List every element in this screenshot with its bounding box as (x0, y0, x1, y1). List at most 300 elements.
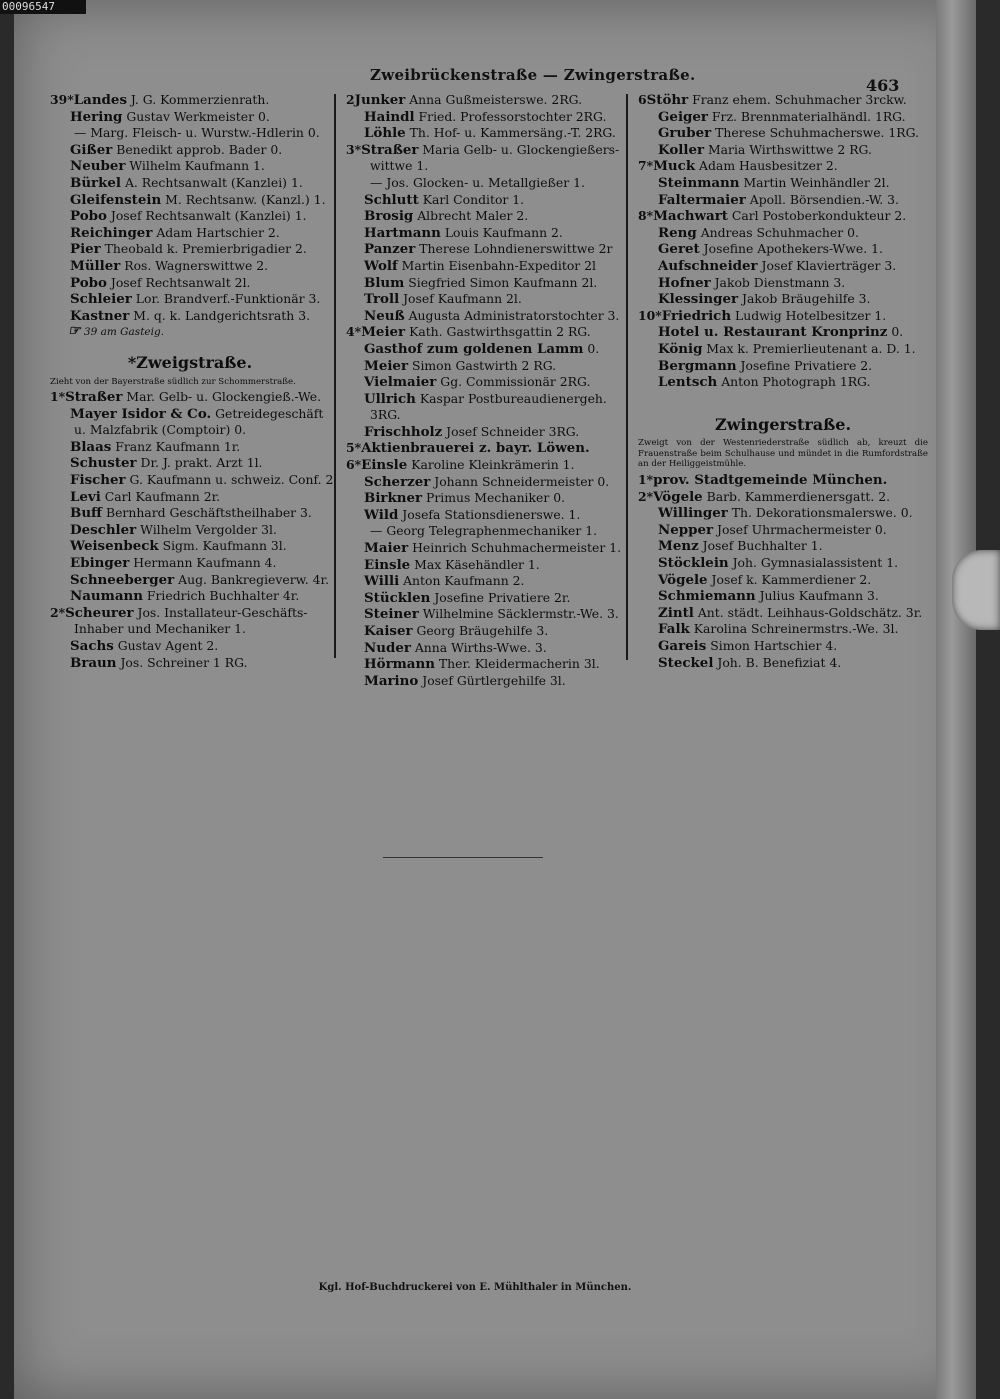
resident-name: Ebinger (70, 555, 130, 572)
house-number: 7* (638, 158, 654, 174)
address-note (50, 324, 330, 341)
resident-details: Julius Kaufmann 3. (755, 588, 879, 604)
directory-entry (638, 341, 928, 358)
resident-name: Schleier (70, 291, 132, 308)
resident-details: Josef Kaufmann 2l. (399, 291, 522, 307)
resident-details: Josef Klavierträger 3. (757, 257, 897, 273)
directory-entry (346, 109, 624, 126)
resident-name: Willinger (658, 505, 728, 522)
resident-details: Joh. Gymnasialassistent 1. (728, 555, 899, 571)
resident-details: — Jos. Glocken- u. Metallgießer 1. (370, 174, 585, 190)
resident-details: Carl Postoberkondukteur 2. (727, 208, 907, 224)
resident-details: Louis Kaufmann 2. (440, 224, 563, 240)
directory-entry (346, 606, 624, 623)
running-header: Zweibrückenstraße — Zwingerstraße. (370, 66, 696, 84)
directory-entry (50, 291, 330, 308)
resident-name: Pobo (70, 274, 107, 291)
directory-entry (50, 158, 330, 175)
section-title-zwingerstrasse: Zwingerstraße. (714, 414, 852, 434)
directory-entry (50, 572, 330, 589)
resident-details: wittwe 1. (370, 158, 429, 174)
directory-entry (638, 125, 928, 142)
directory-entry (638, 358, 928, 375)
resident-name: Kaiser (364, 623, 413, 639)
resident-details: Jos. Installateur-Geschäfts- (133, 604, 308, 620)
resident-name: Wild (364, 506, 399, 523)
resident-details: Josefine Privatiere 2. (736, 357, 873, 373)
binder-clip (952, 550, 1000, 630)
resident-name: Einsle (364, 556, 411, 573)
resident-details: Josef Uhrmachermeister 0. (713, 521, 887, 537)
resident-details: Martin Eisenbahn-Expeditor 2l (397, 257, 597, 273)
directory-entry (346, 590, 624, 607)
directory-entry (50, 455, 330, 472)
resident-details: Inhaber und Mechaniker 1. (74, 621, 246, 637)
entry-list-column-3 (638, 92, 928, 391)
directory-entry (50, 308, 330, 325)
directory-entry (638, 192, 928, 209)
resident-details: Getreidegeschäft (211, 405, 324, 421)
resident-name: Hörmann (364, 656, 435, 673)
resident-name: Nepper (658, 521, 714, 538)
resident-name: Vögele (653, 488, 703, 505)
resident-name: Scherzer (364, 473, 431, 490)
resident-name: Löhle (364, 125, 406, 142)
directory-entry (638, 605, 928, 622)
house-number: 2 (346, 92, 355, 107)
entry-list-column-2 (346, 92, 624, 689)
resident-details: Josefine Apothekers-Wwe. 1. (699, 241, 883, 257)
resident-name: Deschler (70, 521, 137, 538)
directory-entry (638, 621, 928, 638)
directory-entry (638, 258, 928, 275)
directory-entry (638, 208, 928, 225)
resident-name: Geiger (658, 108, 708, 125)
resident-details: Adam Hausbesitzer 2. (695, 158, 838, 174)
directory-entry (50, 472, 334, 489)
resident-details: Johann Schneidermeister 0. (430, 473, 610, 489)
directory-entry (50, 522, 330, 539)
resident-name: Vögele (658, 571, 708, 588)
directory-entry (346, 474, 624, 491)
resident-name: Bergmann (658, 357, 737, 374)
directory-entry (638, 489, 928, 506)
directory-entry (638, 109, 928, 126)
resident-name: Braun (70, 654, 117, 671)
resident-name: Gasthof zum goldenen Lamm (364, 340, 584, 357)
resident-name: Pier (70, 241, 101, 258)
resident-details: Josef k. Kammerdiener 2. (707, 571, 872, 587)
directory-entry (638, 225, 928, 242)
resident-name: Klessinger (658, 291, 739, 308)
section-description-zwingerstrasse: Zweigt von der Westenriederstraße südlich ab, kreuzt die Frauenstraße beim Schulhause und mündet in die Rumfordstraße an der Heiliggeistmühle. (638, 438, 928, 470)
resident-name: prov. Stadtgemeinde München. (653, 472, 888, 489)
resident-name: Steckel (658, 654, 714, 671)
directory-entry (638, 472, 928, 489)
house-number: 3* (346, 141, 362, 157)
resident-name: Junker (354, 92, 406, 108)
directory-entry (50, 125, 330, 142)
resident-name: Aufschneider (658, 257, 758, 274)
directory-entry (346, 440, 624, 457)
resident-details: Sigm. Kaufmann 3l. (158, 538, 287, 554)
resident-name: Stöhr (646, 92, 689, 108)
resident-details: Georg Bräugehilfe 3. (412, 623, 549, 638)
resident-name: Blaas (70, 438, 112, 455)
directory-entry (346, 391, 624, 408)
directory-entry (50, 422, 330, 439)
house-number: 6 (638, 92, 647, 107)
resident-name: Birkner (364, 490, 423, 507)
house-number: 8* (638, 208, 654, 224)
resident-details: Wilhelm Vergolder 3l. (136, 521, 277, 537)
resident-details: Therese Schuhmacherswe. 1RG. (711, 125, 920, 141)
directory-entry (50, 588, 330, 605)
house-number: 2* (50, 604, 66, 620)
directory-entry (346, 258, 624, 275)
resident-name: Neuber (70, 158, 126, 175)
resident-name: Schmiemann (658, 588, 756, 605)
resident-name: Vielmaier (364, 374, 437, 391)
note-text: 39 am Gasteig. (83, 326, 165, 339)
directory-entry (346, 374, 624, 391)
resident-details: Barb. Kammerdienersgatt. 2. (702, 488, 891, 504)
directory-entry (50, 555, 330, 572)
resident-details: Simon Gastwirth 2 RG. (408, 357, 557, 373)
archive-stamp-id: 00096547 (0, 0, 86, 14)
resident-name: Einsle (361, 457, 408, 474)
directory-entry (50, 258, 330, 275)
directory-entry (50, 175, 330, 192)
resident-name: Mayer Isidor & Co. (70, 405, 212, 422)
resident-name: Hering (70, 108, 123, 125)
resident-name: Willi (364, 573, 400, 590)
pointing-hand-icon: ☞ (68, 323, 81, 340)
resident-name: Troll (364, 291, 400, 308)
resident-details: A. Rechtsanwalt (Kanzlei) 1. (121, 174, 303, 190)
resident-name: Reng (658, 224, 697, 241)
resident-details: Josef Rechtsanwalt (Kanzlei) 1. (106, 208, 307, 224)
directory-entry (638, 655, 928, 672)
house-number: 10* (638, 307, 662, 323)
resident-details: Franz Kaufmann 1r. (111, 438, 241, 454)
directory-entry (638, 555, 928, 572)
resident-name: Reichinger (70, 224, 153, 241)
resident-name: Wolf (364, 257, 398, 274)
resident-details: Ant. städt. Leihhaus-Goldschätz. 3r. (693, 604, 923, 620)
resident-details: Josefine Privatiere 2r. (430, 589, 571, 605)
entry-list-zweibrueckenstrasse (50, 92, 330, 324)
bleed-through-rule (383, 857, 543, 858)
resident-name: Marino (364, 672, 419, 689)
directory-entry (638, 505, 928, 522)
resident-details: Anna Wirths-Wwe. 3. (410, 639, 547, 655)
directory-entry (50, 225, 330, 242)
resident-details: 3RG. (370, 407, 401, 423)
resident-name: Menz (658, 538, 699, 555)
resident-details: Benedikt approb. Bader 0. (112, 141, 283, 157)
resident-details: Friedrich Buchhalter 4r. (142, 588, 300, 604)
resident-details: — Georg Telegraphenmechaniker 1. (370, 523, 598, 539)
resident-details: Gg. Commissionär 2RG. (436, 374, 591, 390)
resident-details: Heinrich Schuhmachermeister 1. (408, 540, 622, 556)
entry-list-zwingerstrasse (638, 472, 928, 671)
resident-details: Martin Weinhändler 2l. (739, 174, 890, 190)
resident-details: Anton Photograph 1RG. (717, 374, 871, 390)
resident-name: Schneeberger (70, 571, 175, 588)
resident-details: Maria Wirthswittwe 2 RG. (704, 141, 872, 157)
house-number: 6* (346, 457, 362, 473)
directory-entry (346, 640, 624, 657)
page-number: 463 (866, 76, 900, 95)
resident-details: Adam Hartschier 2. (152, 224, 280, 240)
directory-entry (638, 92, 928, 109)
directory-entry (346, 92, 624, 109)
directory-entry (50, 208, 330, 225)
resident-name: Hotel u. Restaurant Kronprinz (658, 324, 888, 341)
directory-entry (50, 275, 330, 292)
directory-entry (346, 225, 624, 242)
resident-details: Anton Kaufmann 2. (399, 573, 525, 589)
column-rule-left (334, 94, 336, 658)
directory-entry (346, 241, 624, 258)
resident-name: Straßer (65, 389, 123, 406)
resident-details: Kaspar Postbureaudienergeh. (415, 390, 607, 406)
directory-entry (346, 142, 624, 159)
directory-entry (638, 241, 928, 258)
resident-name: Scheurer (65, 604, 134, 621)
resident-details: Mar. Gelb- u. Glockengieß.-We. (122, 389, 322, 405)
resident-name: Machwart (653, 208, 728, 225)
directory-entry (346, 424, 624, 441)
resident-details: Wilhelm Kaufmann 1. (125, 158, 265, 174)
resident-details: Maria Gelb- u. Glockengießers- (418, 141, 620, 157)
resident-details: M. q. k. Landgerichtsrath 3. (129, 307, 311, 323)
resident-name: Landes (73, 92, 127, 108)
house-number: 2* (638, 488, 654, 504)
directory-entry (50, 406, 330, 423)
directory-entry (50, 655, 330, 672)
resident-details: Jos. Schreiner 1 RG. (116, 654, 248, 670)
resident-details: Albrecht Maler 2. (413, 208, 529, 224)
resident-details: Aug. Bankregieverw. 4r. (174, 571, 330, 587)
resident-details: Max Käsehändler 1. (410, 556, 540, 572)
section-description-zweigstrasse: Zieht von der Bayerstraße südlich zur Schommerstraße. (50, 376, 296, 387)
resident-details: Ther. Kleidermacherin 3l. (434, 656, 600, 672)
directory-entry (346, 623, 624, 640)
resident-details: Max k. Premierlieutenant a. D. 1. (702, 340, 916, 356)
resident-name: Geret (658, 241, 700, 258)
resident-details: Anna Gußmeisterswe. 2RG. (405, 92, 583, 107)
resident-name: Fischer (70, 472, 126, 489)
directory-entry (50, 109, 330, 126)
directory-entry (638, 275, 928, 292)
directory-entry (346, 341, 624, 358)
directory-entry (50, 621, 330, 638)
resident-details: 0. (583, 340, 600, 356)
house-number: 5* (346, 440, 362, 456)
directory-entry (346, 275, 624, 292)
resident-details: Karoline Kleinkrämerin 1. (407, 457, 575, 473)
directory-entry (50, 605, 330, 622)
directory-entry (50, 505, 330, 522)
resident-name: Zintl (658, 604, 694, 621)
resident-details: 0. (887, 324, 904, 340)
directory-entry (638, 572, 928, 589)
resident-details: Josef Schneider 3RG. (442, 423, 580, 439)
resident-name: Hartmann (364, 224, 441, 241)
directory-entry (50, 489, 330, 506)
resident-name: Lentsch (658, 374, 718, 391)
resident-name: Weisenbeck (70, 538, 159, 555)
directory-entry (346, 490, 624, 507)
resident-details: Frz. Brennmaterialhändl. 1RG. (707, 108, 906, 124)
resident-details: Carl Kaufmann 2r. (100, 488, 221, 504)
resident-name: Maier (364, 540, 409, 557)
resident-name: Falk (658, 621, 690, 638)
resident-details: Jakob Bräugehilfe 3. (738, 291, 871, 307)
resident-details: Apoll. Börsendien.-W. 3. (745, 191, 899, 207)
resident-details: — Marg. Fleisch- u. Wurstw.-Hdlerin 0. (74, 125, 320, 141)
directory-entry (50, 389, 330, 406)
directory-entry (346, 291, 624, 308)
resident-name: Kastner (70, 307, 130, 324)
resident-details: Simon Hartschier 4. (706, 638, 838, 653)
printer-imprint: Kgl. Hof-Buchdruckerei von E. Mühlthaler in München. (318, 1282, 632, 1293)
resident-details: Gustav Agent 2. (113, 638, 219, 653)
resident-details: Ros. Wagnerswittwe 2. (120, 257, 269, 273)
resident-details: Josef Buchhalter 1. (698, 538, 823, 554)
resident-details: Bernhard Geschäftstheilhaber 3. (102, 505, 312, 521)
directory-entry (346, 175, 624, 192)
resident-name: Buff (70, 505, 103, 522)
directory-entry (346, 158, 624, 175)
column-1 (50, 92, 334, 671)
directory-entry (638, 588, 928, 605)
resident-name: Frischholz (364, 423, 443, 440)
directory-entry (50, 241, 330, 258)
directory-entry (638, 374, 928, 391)
resident-details: Siegfried Simon Kaufmann 2l. (404, 274, 598, 290)
resident-details: Primus Mechaniker 0. (422, 490, 566, 506)
resident-name: Schuster (70, 455, 137, 472)
resident-details: Wilhelmine Säcklermstr.-We. 3. (418, 606, 619, 622)
resident-details: Josef Rechtsanwalt 2l. (106, 274, 251, 290)
directory-entry (50, 439, 330, 456)
directory-entry (346, 673, 624, 690)
resident-details: Jakob Dienstmann 3. (710, 274, 846, 290)
resident-name: Naumann (70, 588, 143, 605)
resident-details: Kath. Gastwirthsgattin 2 RG. (405, 324, 591, 340)
directory-entry (346, 656, 624, 673)
house-number: 1* (50, 389, 66, 405)
directory-entry (638, 308, 928, 325)
resident-name: Aktienbrauerei z. bayr. Löwen. (361, 440, 590, 457)
resident-name: Meier (361, 324, 406, 341)
resident-name: Gißer (70, 141, 113, 158)
directory-entry (346, 557, 624, 574)
directory-entry (346, 407, 624, 424)
resident-name: Müller (70, 257, 121, 274)
column-2 (346, 92, 624, 689)
house-number: 4* (346, 324, 362, 340)
directory-entry (638, 291, 928, 308)
directory-entry (346, 507, 624, 524)
resident-name: Meier (364, 357, 409, 374)
resident-name: Koller (658, 141, 705, 158)
resident-name: Sachs (70, 638, 114, 654)
entry-list-zweigstrasse (50, 389, 334, 671)
resident-name: Ullrich (364, 390, 416, 407)
directory-entry (50, 538, 330, 555)
resident-name: König (658, 340, 703, 357)
resident-name: Stücklen (364, 589, 431, 606)
resident-name: Straßer (361, 141, 419, 158)
resident-name: Friedrich (661, 307, 732, 324)
directory-entry (346, 573, 624, 590)
resident-details: Th. Dekorationsmalerswe. 0. (727, 505, 913, 521)
house-number: 1* (638, 472, 654, 488)
directory-entry (346, 324, 624, 341)
resident-details: Josef Gürtlergehilfe 3l. (418, 672, 566, 688)
column-3 (638, 92, 928, 671)
resident-details: u. Malzfabrik (Comptoir) 0. (74, 422, 247, 438)
column-rule-right (626, 94, 628, 660)
resident-name: Muck (653, 158, 696, 175)
directory-entry (346, 540, 624, 557)
resident-details: Ludwig Hotelbesitzer 1. (731, 307, 887, 323)
resident-details: J. G. Kommerzienrath. (126, 92, 270, 107)
page-edge (936, 0, 976, 1399)
directory-entry (346, 125, 624, 142)
resident-name: Haindl (364, 108, 415, 125)
resident-name: Neuß (364, 307, 405, 324)
resident-name: Steinmann (658, 174, 740, 191)
directory-entry (50, 142, 330, 159)
resident-details: Hermann Kaufmann 4. (129, 555, 277, 571)
directory-entry (346, 308, 624, 325)
resident-name: Pobo (70, 208, 107, 225)
resident-details: Therese Lohndienerswittwe 2r (415, 241, 613, 257)
resident-name: Gareis (658, 638, 707, 654)
resident-details: Theobald k. Premierbrigadier 2. (100, 241, 307, 257)
resident-details: Joh. B. Benefiziat 4. (713, 654, 842, 670)
directory-entry (346, 208, 624, 225)
resident-name: Schlutt (364, 191, 419, 208)
resident-details: Dr. J. prakt. Arzt 1l. (136, 455, 263, 471)
resident-details: Andreas Schuhmacher 0. (696, 224, 859, 240)
resident-details: Augusta Administratorstochter 3. (404, 307, 620, 323)
directory-entry (50, 92, 330, 109)
resident-name: Levi (70, 488, 101, 505)
resident-name: Panzer (364, 241, 416, 258)
resident-details: Gustav Werkmeister 0. (122, 108, 270, 124)
resident-name: Faltermaier (658, 191, 746, 208)
directory-entry (638, 158, 928, 175)
resident-details: M. Rechtsanw. (Kanzl.) 1. (161, 191, 326, 207)
resident-name: Steiner (364, 606, 419, 623)
section-title-zweigstrasse: *Zweigstraße. (127, 352, 253, 372)
directory-entry (346, 457, 624, 474)
directory-entry (638, 175, 928, 192)
resident-details: Franz ehem. Schuhmacher 3rckw. (688, 92, 907, 107)
directory-entry (638, 638, 928, 655)
directory-entry (638, 142, 928, 159)
directory-entry (50, 638, 330, 655)
resident-details: Karolina Schreinermstrs.-We. 3l. (689, 621, 899, 637)
resident-name: Blum (364, 274, 405, 291)
resident-details: Josefa Stationsdienerswe. 1. (398, 506, 581, 522)
